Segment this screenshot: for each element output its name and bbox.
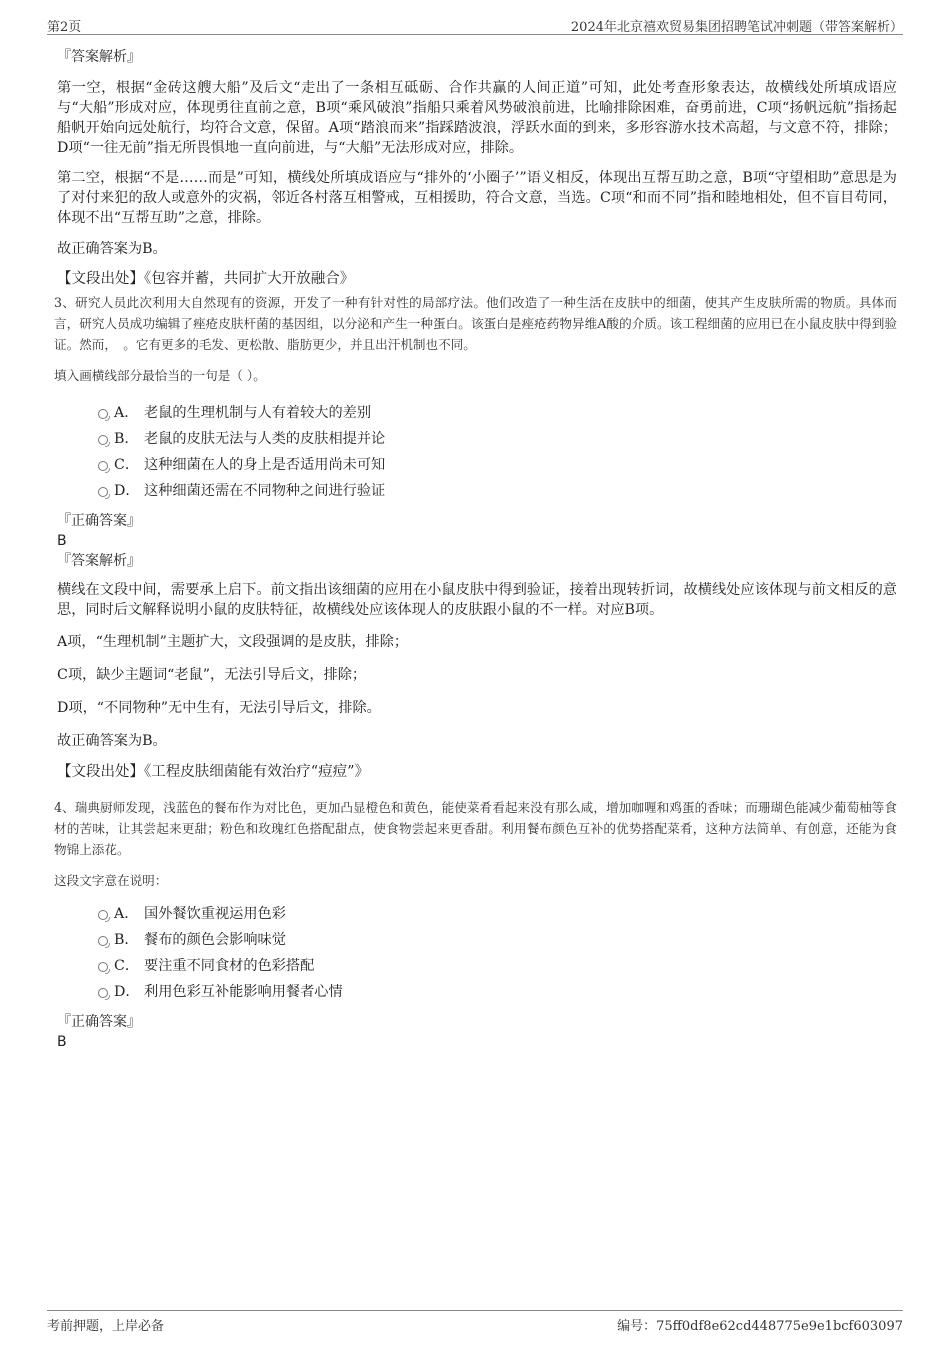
correct-answer-tag: 『正确答案』 [57,1014,141,1030]
question-4-stem: 4、瑞典厨师发现，浅蓝色的餐布作为对比色，更加凸显橙色和黄色，能使菜肴看起来没有那么咸，增加咖喱和鸡蛋的香味；而珊瑚色能减少葡萄柚等食材的苦味，让其尝起来更甜；粉色和玫瑰红色搭配甜点，使食物尝起来更香甜。利用餐布颜色互补的优势搭配菜肴，这种方法简单、有创意，还能为食物锦上添花。 [54,800,897,857]
question-4-prompt: 这段文字意在说明： [54,873,168,888]
option-a[interactable]: A． 老鼠的生理机制与人有着较大的差别 [57,400,897,426]
option-d[interactable]: D． 利用色彩互补能影响用餐者心情 [57,979,897,1005]
analysis-option-a: A项，“生理机制”主题扩大，文段强调的是皮肤，排除； [57,634,409,650]
page-header [47,14,903,35]
radio-button-icon[interactable] [98,988,108,998]
analysis-option-c: C项，缺少主题词“老鼠”，无法引导后文，排除； [57,667,367,683]
analysis-paragraph: 横线在文段中间，需要承上启下。前文指出该细菌的应用在小鼠皮肤中得到验证，接着出现转折词，故横线处应该体现与前文相反的意思，同时后文解释说明小鼠的皮肤特征，故横线处应该体现人的皮肤跟小鼠的不一样。对应B项。 [57,582,897,618]
document-title: 2024年北京禧欢贸易集团招聘笔试冲刺题（带答案解析） [570,20,903,35]
footer-slogan: 考前押题，上岸必备 [47,1319,165,1334]
option-c[interactable]: C． 这种细菌在人的身上是否适用尚未可知 [57,452,897,478]
conclusion: 故正确答案为B。 [57,241,167,257]
question-3-prompt: 填入画横线部分最恰当的一句是（ ）。 [54,368,266,383]
page-footer [47,1310,903,1333]
option-b[interactable]: B． 餐布的颜色会影响味觉 [57,927,897,953]
source-citation: 【文段出处】《工程皮肤细菌能有效治疗“痘痘”》 [57,764,370,780]
analysis-paragraph-2: 第二空，根据“不是……而是”可知，横线处所填成语应与“排外的‘小圈子’”语义相反，体现出互帮互助之意，B项“守望相助”意思是为了对付来犯的敌人或意外的灾祸，邻近各村落互相警戒，互相援助，符合文意，当选。C项“和而不同”指和睦地相处，但不盲目苟同，体现不出“互帮互助”之意，排除。 [57,170,897,226]
option-b[interactable]: B． 老鼠的皮肤无法与人类的皮肤相提并论 [57,426,897,452]
page-content [54,46,897,1051]
source-citation: 【文段出处】《包容并蓄，共同扩大开放融合》 [57,271,355,287]
analysis-paragraph-1: 第一空，根据“金砖这艘大船”及后文“走出了一条相互砥砺、合作共赢的人间正道”可知，此处考查形象表达，故横线处所填成语应与“大船”形成对应，体现勇往直前之意，B项“乘风破浪”指船只乘着风势破浪前进，比喻排除困难，奋勇前进，C项“扬帆远航”指扬起船帆开始向远处航行，均符合文意，保留。A项“踏浪而来”指踩踏波浪，浮跃水面的到来，多形容游水技术高超，与文意不符，排除；D项“一往无前”指无所畏惧地一直向前进，与“大船”无法形成对应，排除。 [57,80,897,156]
question-4-options [57,901,897,1005]
option-c[interactable]: C． 要注重不同食材的色彩搭配 [57,953,897,979]
radio-button-icon[interactable] [98,435,108,445]
radio-button-icon[interactable] [98,936,108,946]
page-number: 第2页 [47,20,82,35]
question-3-stem: 3、研究人员此次利用大自然现有的资源，开发了一种有针对性的局部疗法。他们改造了一种生活在皮肤中的细菌，使其产生皮肤所需的物质。具体而言，研究人员成功编辑了痤疮皮肤杆菌的基因组，以分泌和产生一种蛋白。该蛋白是痤疮药物异维A酸的介质。该工程细菌的应用已在小鼠皮肤中得到验证。然而， 。它有更多的毛发、更松散、脂肪更少，并且出汗机制也不同。 [54,295,897,352]
correct-answer: B [57,1034,67,1050]
correct-answer: B [57,533,67,549]
analysis-option-d: D项，“不同物种”无中生有，无法引导后文，排除。 [57,700,381,716]
radio-button-icon[interactable] [98,487,108,497]
analysis-tag: 『答案解析』 [57,553,141,569]
document-serial: 编号：75ff0df8e62cd448775e9e1bcf603097 [617,1319,903,1334]
correct-answer-tag: 『正确答案』 [57,513,141,529]
option-a[interactable]: A． 国外餐饮重视运用色彩 [57,901,897,927]
question-3-options [57,400,897,504]
radio-button-icon[interactable] [98,910,108,920]
radio-button-icon[interactable] [98,409,108,419]
radio-button-icon[interactable] [98,962,108,972]
radio-button-icon[interactable] [98,461,108,471]
option-d[interactable]: D． 这种细菌还需在不同物种之间进行验证 [57,478,897,504]
analysis-tag: 『答案解析』 [57,49,141,65]
conclusion: 故正确答案为B。 [57,733,167,749]
